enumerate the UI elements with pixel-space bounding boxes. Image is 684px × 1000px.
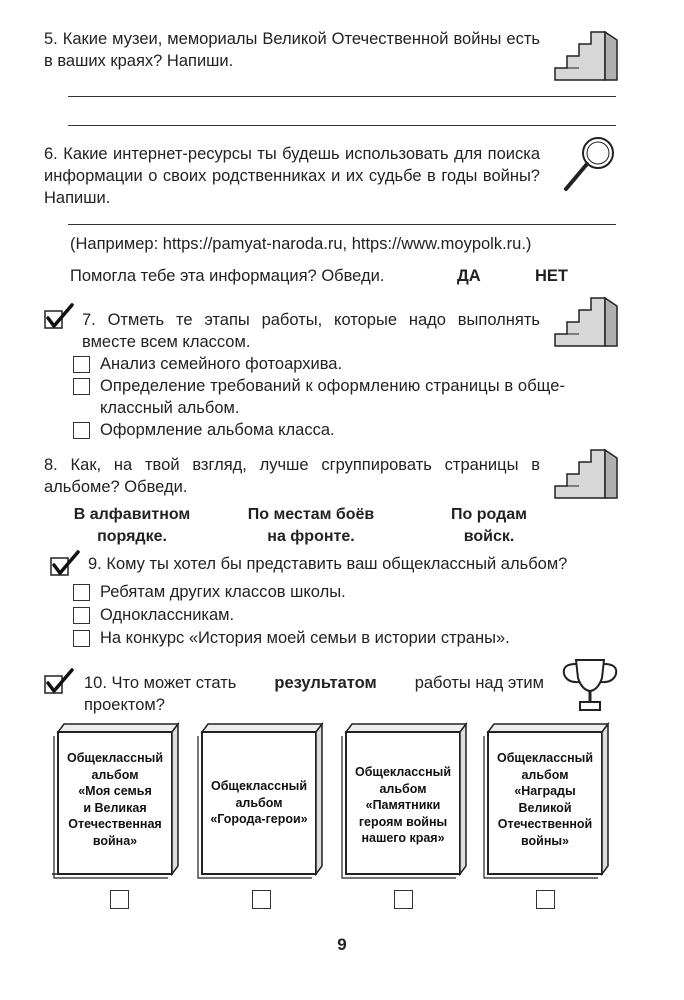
stairs-icon <box>553 30 619 82</box>
grouping-choice[interactable] <box>62 504 202 548</box>
option-label: Одноклассникам. <box>100 606 235 624</box>
book-title-line: героям войны <box>358 814 448 829</box>
grouping-choice[interactable] <box>236 504 386 548</box>
stairs-icon <box>553 448 619 500</box>
book-title-line: война» <box>92 833 138 848</box>
book-checkbox[interactable] <box>536 890 555 909</box>
book-title-line: альбом <box>521 767 569 782</box>
book-title-line: войны» <box>520 833 570 848</box>
option-checkbox[interactable] <box>73 356 90 373</box>
option-checkbox[interactable] <box>73 422 90 439</box>
book-title-line: Отечественная <box>68 817 162 831</box>
q10-text-before: 10. Что может стать <box>84 674 237 692</box>
option-label: Анализ семейного фотоархива. <box>100 355 343 373</box>
magnifier-icon <box>560 133 618 195</box>
choice-line: В алфавитном <box>73 506 191 523</box>
option-checkbox[interactable] <box>73 607 90 624</box>
question-7: 7. Отметь те этапы работы, которые надо выполнять вместе всем классом. <box>82 311 540 351</box>
q10-text-after: работы над этим <box>414 674 544 692</box>
book-title-line: Отечественной <box>497 817 593 831</box>
stairs-icon <box>553 296 619 348</box>
choice-line: По местам боёв <box>247 506 375 523</box>
book-title-line: альбом <box>379 781 427 796</box>
book-checkbox[interactable] <box>110 890 129 909</box>
book-checkbox[interactable] <box>252 890 271 909</box>
option-checkbox[interactable] <box>73 630 90 647</box>
option-checkbox[interactable] <box>73 378 90 395</box>
book-title-line: альбом <box>235 795 283 810</box>
book-title-line: Общеклассный <box>66 751 164 765</box>
book-title-line: нашего края» <box>361 831 445 845</box>
book-title-line: альбом <box>91 767 139 782</box>
answer-line[interactable] <box>68 224 616 225</box>
book-card <box>338 722 468 882</box>
option-label: Оформление альбома класса. <box>100 421 335 439</box>
book-title <box>60 750 170 849</box>
book-title-line: Общеклассный <box>210 779 308 793</box>
q10-text-line2: проектом? <box>84 696 165 714</box>
book-title-line: и Великая <box>83 800 147 815</box>
book-checkbox[interactable] <box>394 890 413 909</box>
book-card <box>50 722 180 882</box>
answer-no[interactable]: НЕТ <box>535 267 568 285</box>
book-title <box>348 764 458 847</box>
question-6: 6. Какие интернет-ресурсы ты будешь использовать для поиска информации о своих родственниках и их судьбе в годы войны? Напиши. <box>44 145 540 207</box>
page-number: 9 <box>337 935 347 954</box>
question-9: 9. Кому ты хотел бы представить ваш общеклассный альбом? <box>88 555 568 573</box>
q10-text-bold: результатом <box>274 674 377 692</box>
choice-line: на фронте. <box>267 528 355 545</box>
book-card <box>194 722 324 882</box>
checkmark-icon <box>44 303 74 331</box>
example-text: (Например: https://pamyat-naroda.ru, https://www.moypolk.ru.) <box>70 235 532 253</box>
grouping-choice[interactable] <box>434 504 544 548</box>
choice-line: войск. <box>463 528 515 545</box>
option-label: Определение требований к оформлению страницы в обще- <box>100 377 566 395</box>
book-title-line: Общеклассный <box>496 751 594 765</box>
answer-line[interactable] <box>68 96 616 97</box>
helped-question: Помогла тебе эта информация? Обведи. <box>70 267 385 285</box>
choice-line: По родам <box>451 506 527 523</box>
answer-yes[interactable]: ДА <box>457 267 481 285</box>
book-card <box>480 722 610 882</box>
checkmark-icon <box>50 550 80 578</box>
question-10 <box>84 672 544 716</box>
answer-line[interactable] <box>68 125 616 126</box>
checkmark-icon <box>44 668 74 696</box>
book-title-line: Общеклассный <box>354 765 452 779</box>
option-label: На конкурс «История моей семьи в истории страны». <box>100 629 510 647</box>
book-title <box>204 778 314 828</box>
book-title-line: «Города-герои» <box>210 812 308 826</box>
trophy-icon <box>558 656 622 716</box>
question-8: 8. Как, на твой взгляд, лучше сгруппировать страницы в альбоме? Обведи. <box>44 456 540 496</box>
option-label: классный альбом. <box>100 399 240 417</box>
option-checkbox[interactable] <box>73 584 90 601</box>
question-5: 5. Какие музеи, мемориалы Великой Отечественной войны есть в ваших краях? Напиши. <box>44 30 540 70</box>
book-title-line: «Награды <box>514 784 576 798</box>
book-title <box>490 750 600 849</box>
book-title-line: Великой <box>518 800 572 815</box>
book-title-line: «Моя семья <box>78 784 152 798</box>
choice-line: порядке. <box>97 528 167 545</box>
option-label: Ребятам других классов школы. <box>100 583 346 601</box>
book-title-line: «Памятники <box>365 798 441 812</box>
